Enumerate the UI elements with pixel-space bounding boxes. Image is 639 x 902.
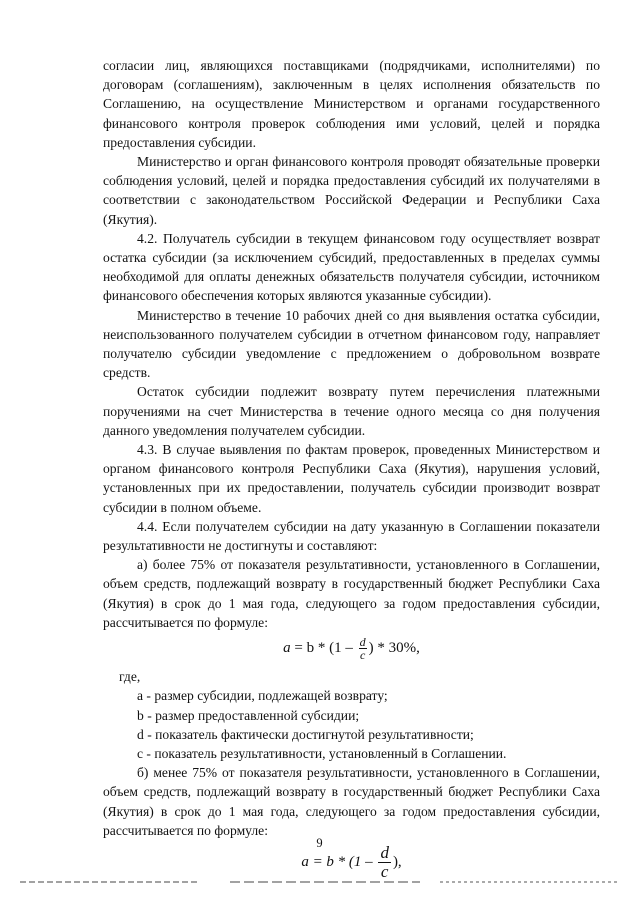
fraction [359,636,367,661]
paragraph: 4.3. В случае выявления по фактам проверок, проведенных Министерством и органом финансового контроля Республики Саха (Якутия), нарушения условий, установленных при их предоставлении, получатель субсидии производит возврат субсидии в полном объеме. [103,442,600,515]
page-number: 9 [316,836,323,850]
paragraph: Министерство и орган финансового контроля проводят обязательные проверки соблюдения условий, целей и порядка предоставления субсидий их получателями в соответствии с законодательством Российской Федерации и Республики Саха (Якутия). [103,154,600,227]
fraction-denominator: c [359,648,366,663]
paragraph: 4.4. Если получателем субсидии на дату указанную в Соглашении показатели результативности не достигнуты и составляют: [103,518,600,554]
paragraph: согласии лиц, являющихся поставщиками (подрядчиками, исполнителями) по договорам (соглашениям), заключенным в целях исполнения обязательств по Соглашению, на осуществление Министерством и органами государственного финансового контроля проверок соблюдения ими условий, целей и порядка предоставления субсидии. [103,58,600,150]
where-label: где, [119,669,141,685]
fraction-numerator: d [359,635,366,650]
fraction-numerator: d [380,842,389,862]
definition-b: b - размер предоставленной субсидии; [137,707,360,723]
formula-body: = b * (1 – [290,640,357,657]
paragraph: Остаток субсидии подлежит возврату путем перечисления платежными поручениями на счет Министерства в течение одного месяца со дня получения данного уведомления получателем субсидии. [103,384,600,438]
paragraph: Министерство в течение 10 рабочих дней со дня выявления остатка субсидии, неиспользованного получателем субсидии в отчетном финансовом году, направляет получателю субсидии уведомление с предложением о добровольном возврате средств. [103,307,600,381]
paragraph: б) менее 75% от показателя результативности, установленного в Соглашении, объем средств, подлежащий возврату в государственный бюджет Республики Саха (Якутия) в срок до 1 мая года, следующего за годом предоставления субсидии, рассчитывается по формуле: [103,765,600,838]
definition-d: d - показатель фактически достигнутой результативности; [137,726,474,742]
definition-c: с - показатель результативности, установленный в Соглашении. [137,745,507,761]
definition-a: а - размер субсидии, подлежащей возврату; [137,688,388,704]
formula-tail: ), [392,853,402,870]
formula-lhs: a [301,853,309,870]
formula-body: = b * (1 – [308,853,377,870]
scan-edge-line [0,880,639,884]
definitions-list [137,686,600,763]
paragraph: 4.2. Получатель субсидии в текущем финансовом году осуществляет возврат остатка субсидии (за исключением субсидий, предоставленных в пределах суммы необходимой для оплаты денежных обязательств получателя субсидии, источником финансового обеспечения которых являются указанные субсидии). [103,230,600,304]
paragraph: а) более 75% от показателя результативности, установленного в Соглашении, объем средств, подлежащий возврату в государственный бюджет Республики Саха (Якутия) в срок до 1 мая года, следующего за годом предоставления субсидии, рассчитывается по формуле: [103,557,600,630]
formula-tail: ) * 30%, [368,640,420,657]
formula-lhs: a [283,640,291,657]
fraction-denominator: c [380,861,389,881]
formula-over-75 [103,636,600,661]
document-page [103,56,600,887]
